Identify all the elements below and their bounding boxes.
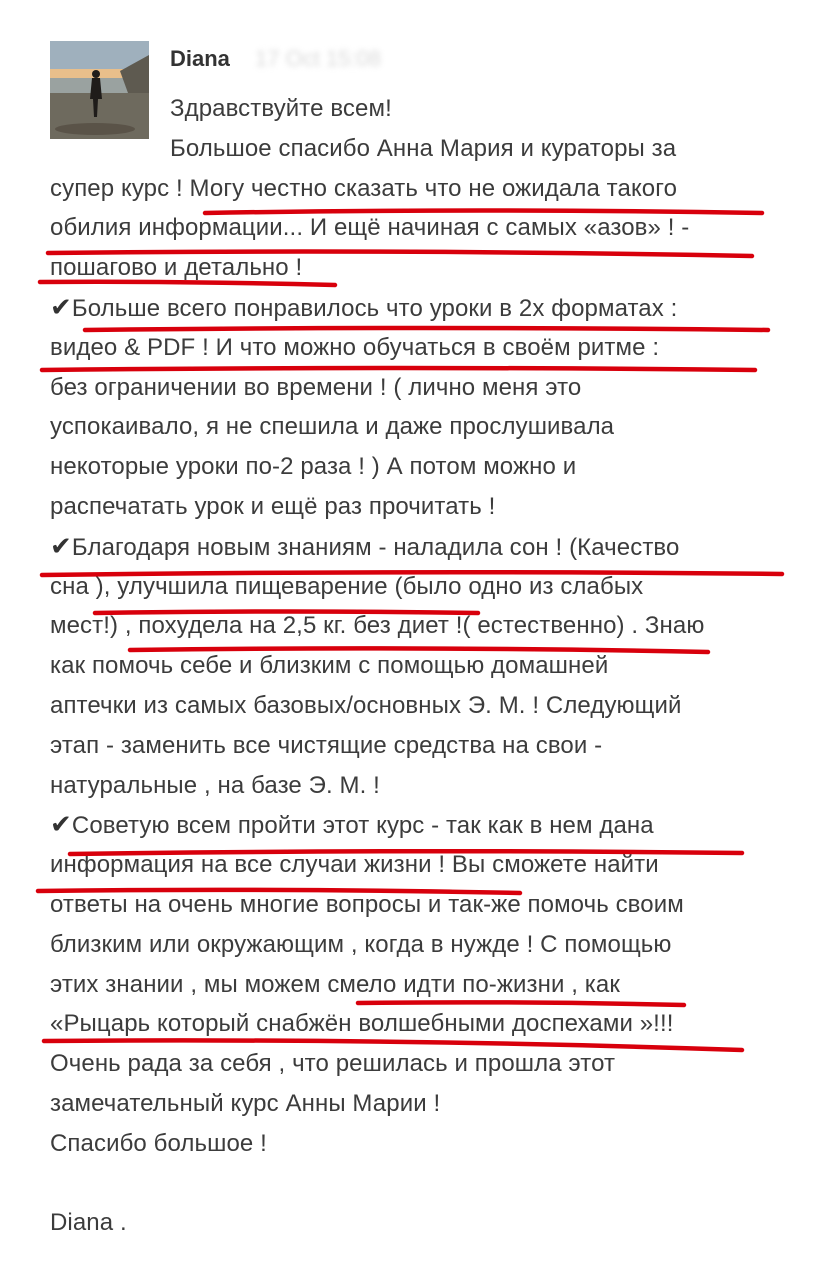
text-line: видео & PDF ! И что можно обучаться в своём ритме : (50, 333, 660, 361)
signature: Diana . (50, 1209, 127, 1237)
text-line: натуральные , на базе Э. М. ! (50, 771, 380, 799)
text-line: пошагово и детально ! (50, 254, 303, 282)
text-line: некоторые уроки по-2 раза ! ) А потом можно и (50, 453, 577, 481)
text-line: распечатать урок и ещё раз прочитать ! (50, 492, 496, 520)
text-line: супер курс ! Могу честно сказать что не ожидала такого (50, 174, 678, 202)
spacer (50, 1164, 790, 1204)
text-line: без ограничении во времени ! ( лично меня это (50, 373, 582, 401)
text-line: Большое спасибо Анна Мария и кураторы за (170, 134, 677, 162)
checkmark-icon: ✔ (50, 291, 72, 322)
text-line: Советую всем пройти этот курс - так как в нем дана (71, 812, 654, 840)
text-line: Очень рада за себя , что решилась и прошла этот (50, 1050, 616, 1078)
checkmark-icon: ✔ (50, 530, 72, 561)
author-name[interactable]: Diana (170, 46, 230, 71)
text-line: этап - заменить все чистящие средства на свои - (50, 731, 603, 759)
post-body (50, 89, 790, 1243)
text-line: ответы на очень многие вопросы и так-же помочь своим (50, 890, 684, 918)
text-line: «Рыцарь который снабжён волшебными доспехами »!!! (50, 1010, 674, 1038)
text-line-with-check (50, 288, 790, 328)
text-line: информация на все случаи жизни ! Вы сможете найти (50, 851, 659, 879)
text-line: сна ), улучшила пищеварение (было одно из слабых (50, 572, 644, 600)
post-meta-blurred: 17 Oct 15:08 (255, 46, 381, 71)
text-line: обилия информации... И ещё начиная с самых «азов» ! - (50, 214, 690, 242)
text-line-with-check (50, 527, 790, 567)
text-line: близким или окружающим , когда в нужде ! С помощью (50, 930, 672, 958)
text-line: Благодаря новым знаниям - наладила сон ! (Качество (71, 533, 680, 561)
text-line: Больше всего понравилось что уроки в 2х форматах : (71, 294, 678, 322)
text-line: Спасибо большое ! (50, 1129, 267, 1157)
text-line-with-check (50, 805, 790, 845)
text-line: аптечки из самых базовых/основных Э. М. ! Следующий (50, 691, 682, 719)
text-line: как помочь себе и близким с помощью домашней (50, 652, 609, 680)
text-line: Здравствуйте всем! (170, 95, 392, 122)
text-line: успокаивало, я не спешила и даже прослушивала (50, 413, 615, 441)
text-line: этих знании , мы можем смело идти по-жизни , как (50, 970, 620, 998)
checkmark-icon: ✔ (50, 809, 72, 840)
text-line: замечательный курс Анны Марии ! (50, 1089, 441, 1117)
text-line: мест!) , похудела на 2,5 кг. без диет !( естественно) . Знаю (50, 612, 705, 640)
